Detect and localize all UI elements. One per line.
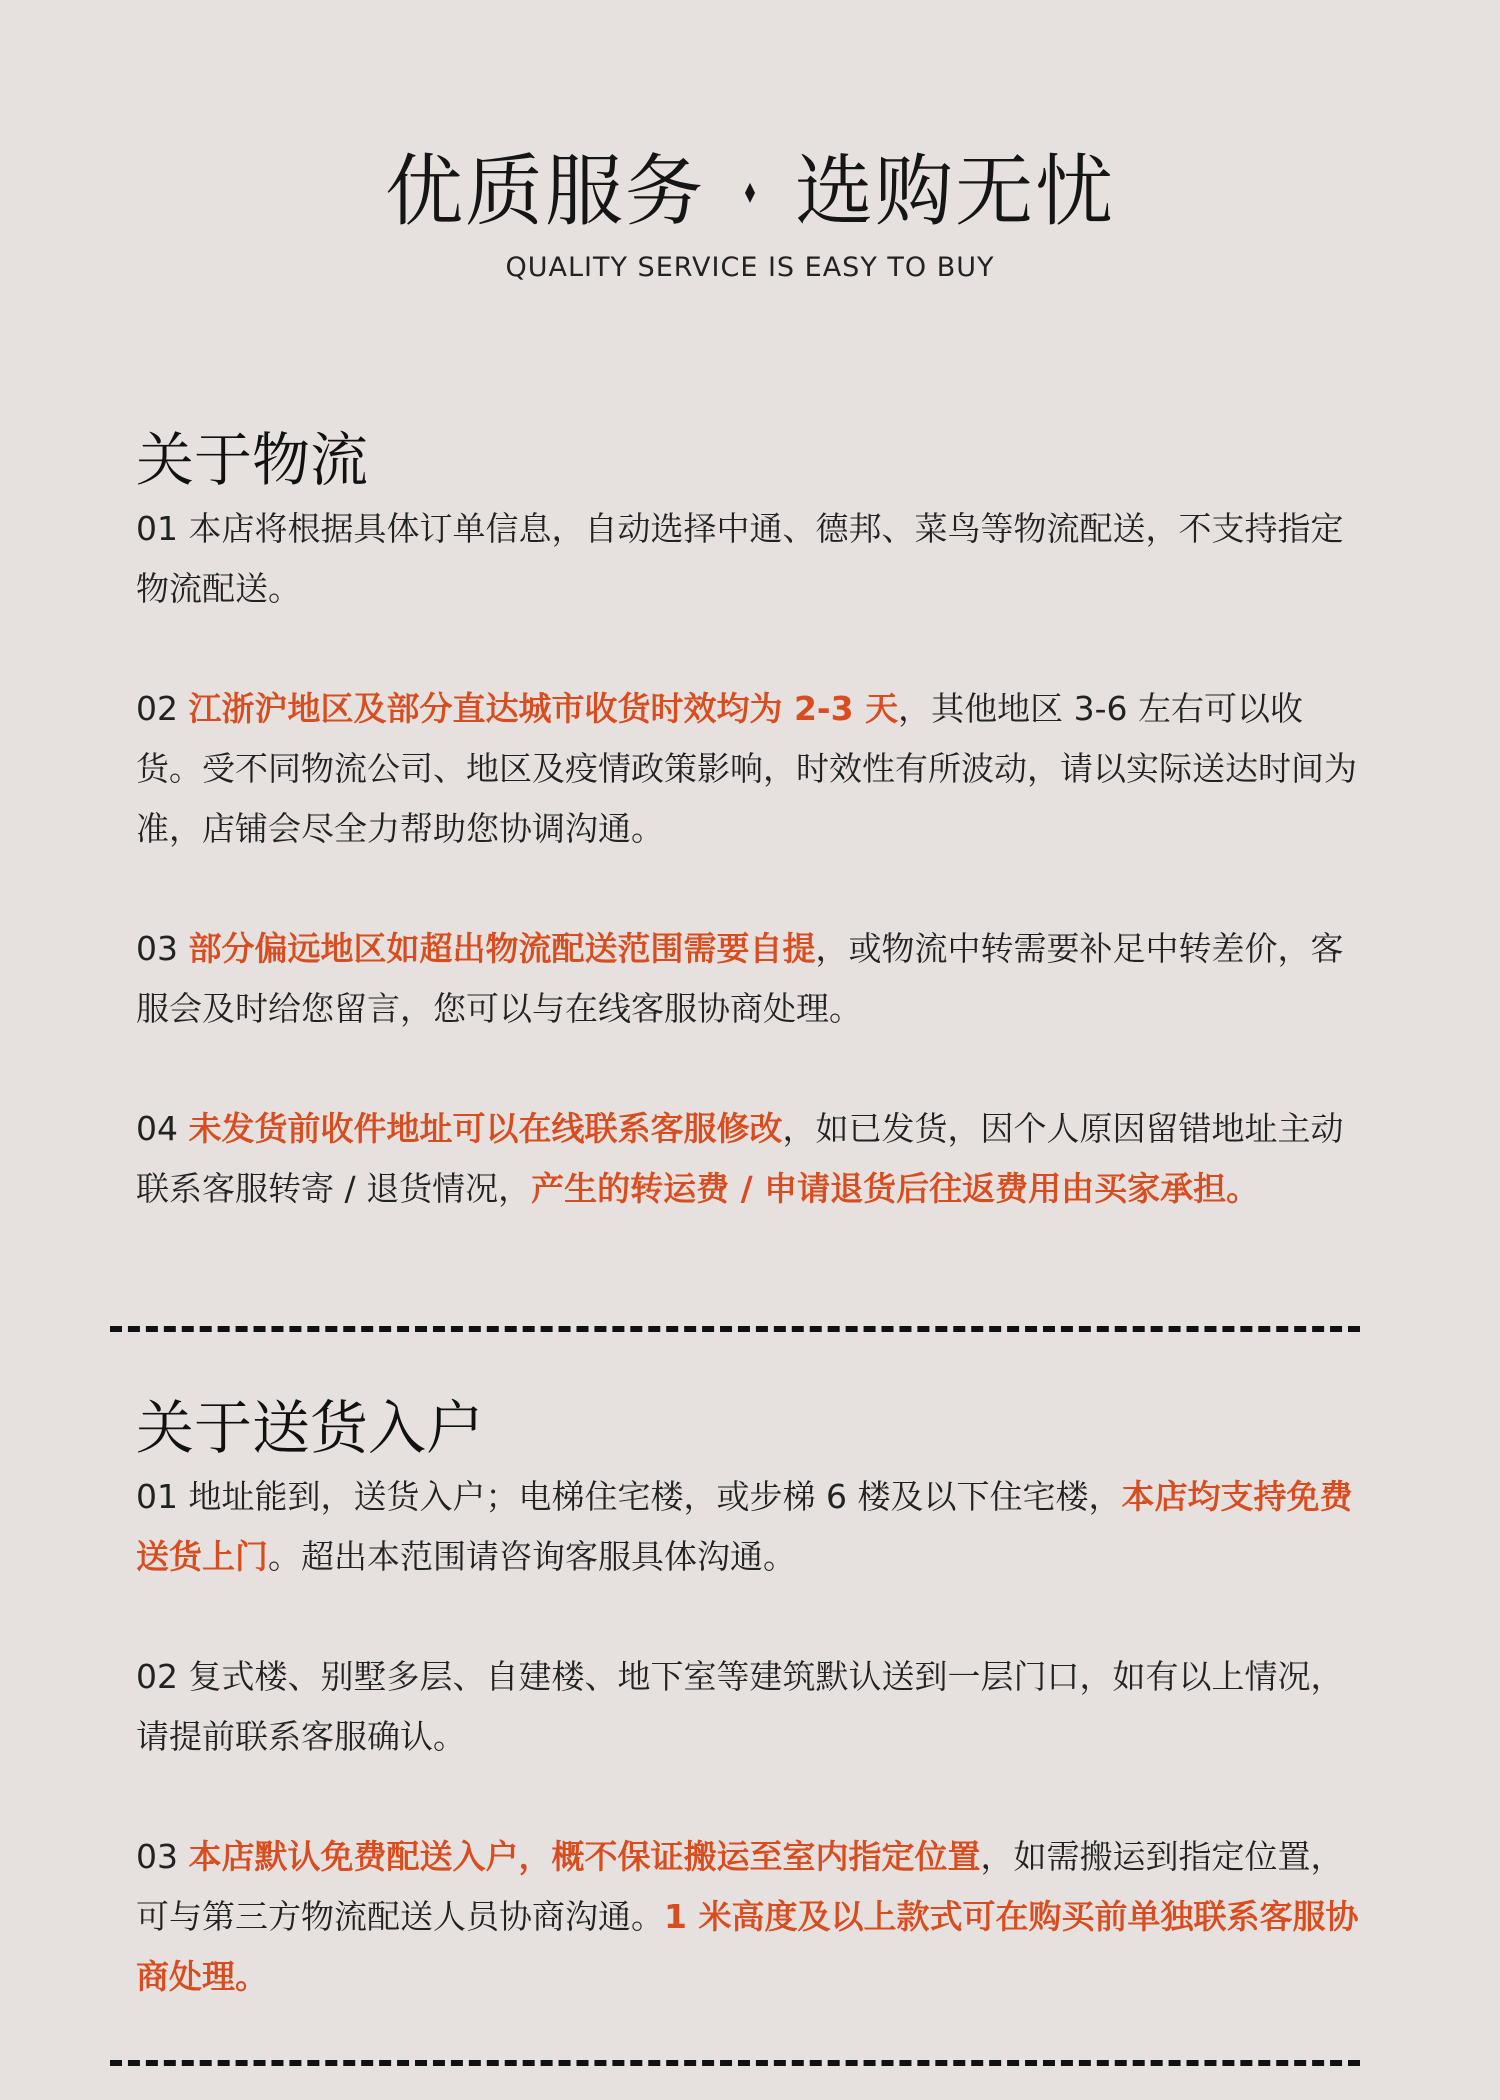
delivery-item-1 [136,1467,1366,1587]
logistics-item-2-suffix: ，其他地区 3-6 左右可以收货。受不同物流公司、地区及疫情政策影响，时效性有所波动，请以实际送达时间为准，店铺会尽全力帮助您协调沟通。 [136,688,1357,848]
delivery-item-3-middle: ，如需搬运到指定位置，可与第三方物流配送人员协商沟通。 [136,1836,1344,1936]
logistics-section [136,426,1366,1219]
logistics-section-title: 关于物流 [136,426,369,494]
logistics-item-1: 01 本店将根据具体订单信息，自动选择中通、德邦、菜鸟等物流配送，不支持指定物流配送。 [136,508,1344,608]
logistics-item-4-prefix: 04 [136,1108,189,1148]
delivery-section-title: 关于送货入户 [136,1394,485,1462]
logistics-item-4-middle: ，如已发货，因个人原因留错地址主动联系客服转寄 / 退货情况， [136,1108,1344,1208]
section-divider-1 [110,1326,1360,1332]
delivery-item-3 [136,1827,1366,2007]
logistics-item-3-highlight: 部分偏远地区如超出物流配送范围需要自提 [188,928,816,968]
delivery-item-1-prefix: 01 地址能到，送货入户；电梯住宅楼，或步梯 6 楼及以下住宅楼， [136,1476,1122,1516]
logistics-item-4-highlight-2: 产生的转运费 / 申请退货后往返费用由买家承担。 [531,1168,1260,1208]
logistics-item-3-suffix: ，或物流中转需要补足中转差价，客服会及时给您留言，您可以与在线客服协商处理。 [136,928,1344,1028]
logistics-item-3-prefix: 03 [136,928,189,968]
delivery-item-3-prefix: 03 [136,1836,189,1876]
page-subtitle: QUALITY SERVICE IS EASY TO BUY [505,251,995,283]
page-title [384,147,1116,237]
delivery-section [136,1394,1366,2007]
delivery-item-1-highlight: 本店均支持免费送货上门 [136,1476,1353,1576]
section-divider-2 [110,2060,1360,2066]
title-left: 优质服务 [384,147,705,237]
delivery-item-2: 02 复式楼、别墅多层、自建楼、地下室等建筑默认送到一层门口，如有以上情况，请提前联系客服确认。 [136,1656,1344,1756]
diamond-separator-icon [745,183,755,203]
logistics-item-2 [136,679,1366,859]
page-header [0,147,1500,283]
title-right: 选购无忧 [795,147,1116,237]
delivery-item-3-highlight-2: 1 米高度及以上款式可在购买前单独联系客服协商处理。 [136,1896,1359,1996]
logistics-item-2-highlight: 江浙沪地区及部分直达城市收货时效均为 2-3 天 [188,688,899,728]
logistics-item-3 [136,919,1366,1039]
delivery-item-1-suffix: 。超出本范围请咨询客服具体沟通。 [268,1536,796,1576]
logistics-item-2-prefix: 02 [136,688,189,728]
logistics-item-4-highlight: 未发货前收件地址可以在线联系客服修改 [188,1108,783,1148]
delivery-item-3-highlight: 本店默认免费配送入户，概不保证搬运至室内指定位置 [188,1836,981,1876]
logistics-item-4 [136,1099,1366,1219]
